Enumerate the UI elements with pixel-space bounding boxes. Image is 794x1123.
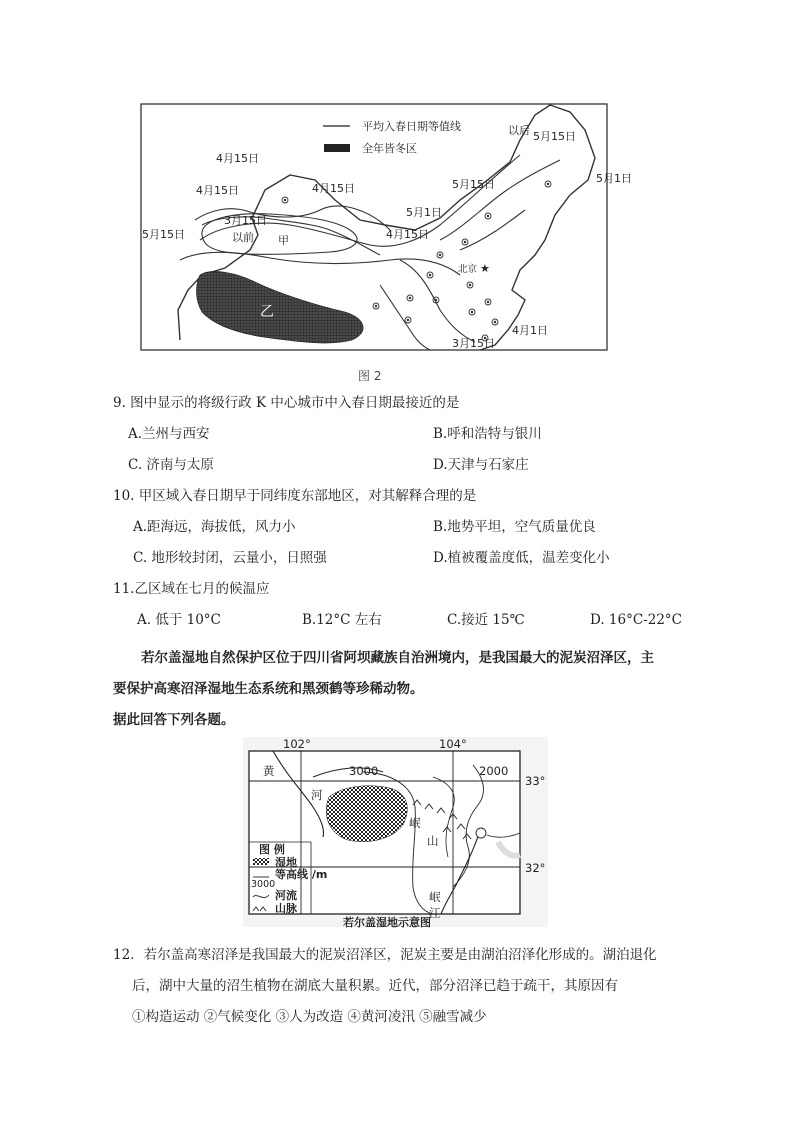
label-huang: 黄 <box>263 764 275 778</box>
label-apr1: 4月1日 <box>512 324 548 337</box>
label-jia: 甲 <box>278 234 289 247</box>
label-min-bottom: 岷 <box>429 890 441 904</box>
label-min-top: 岷 <box>409 816 421 830</box>
label-lon-102: 102° <box>283 737 311 751</box>
passage-line-2: 要保护高寒沼泽湿地生态系统和黑颈鹤等珍稀动物。 <box>113 681 424 697</box>
q11-option-a[interactable]: A. 低于 10°C <box>137 612 221 628</box>
q12-line-1: 12．若尔盖高寒沼泽是我国最大的泥炭沼泽区，泥炭主要是由湖泊沼泽化形成的。湖泊退化 <box>113 947 657 963</box>
passage-line-3: 据此回答下列各题。 <box>113 712 235 728</box>
q9-stem: 9. 图中显示的将级行政 K 中心城市中入春日期最接近的是 <box>113 395 460 411</box>
legend-mountain: 山脉 <box>275 902 297 915</box>
label-apr15-s: 4月15日 <box>386 228 429 241</box>
q10-stem: 10. 甲区域入春日期早于同纬度东部地区，对其解释合理的是 <box>113 488 477 504</box>
q9-option-a[interactable]: A.兰州与西安 <box>128 426 210 442</box>
label-contour-2000: 2000 <box>479 764 509 778</box>
q10-option-d[interactable]: D.植被覆盖度低，温差变化小 <box>433 550 610 566</box>
label-contour-3000: 3000 <box>349 764 379 778</box>
label-lat-33: 33° <box>525 774 546 788</box>
legend-river: 河流 <box>275 889 297 902</box>
label-yihou: 以后 <box>508 124 530 137</box>
label-yiqian: 以前 <box>232 231 254 244</box>
label-he: 河 <box>311 788 323 802</box>
q12-line-3: ①构造运动 ②气候变化 ③人为改造 ④黄河凌汛 ⑤融雪减少 <box>132 1009 487 1025</box>
label-apr15-nw: 4月15日 <box>216 152 259 165</box>
label-lon-104: 104° <box>439 737 467 751</box>
label-apr15-c: 4月15日 <box>312 182 355 195</box>
legend-wetland: 湿地 <box>275 856 297 869</box>
legend-contour-value: 3000 <box>251 879 276 890</box>
legend-zone-label: 全年皆冬区 <box>362 142 417 155</box>
label-yi: 乙 <box>260 304 274 320</box>
legend-line-label: 平均入春日期等值线 <box>362 120 461 133</box>
spring-onset-map <box>140 100 632 355</box>
wetland-map <box>243 737 548 927</box>
legend-zone-symbol <box>324 144 350 152</box>
beijing-star-icon: ★ <box>480 262 490 275</box>
q11-option-c[interactable]: C.接近 15℃ <box>447 612 525 628</box>
label-may15-ne: 5月15日 <box>533 130 576 143</box>
q11-stem: 11.乙区域在七月的候温应 <box>113 581 270 597</box>
figure2-caption: 图 2 <box>358 369 382 383</box>
label-may15-w: 5月15日 <box>142 228 185 241</box>
q11-option-d[interactable]: D. 16°C-22°C <box>590 612 683 628</box>
label-shan: 山 <box>427 834 439 848</box>
wetland-caption: 若尔盖湿地示意图 <box>343 916 431 929</box>
label-may1-ne: 5月1日 <box>596 172 632 185</box>
q10-option-b[interactable]: B.地势平坦，空气质量优良 <box>433 519 596 535</box>
label-mar15-s: 3月15日 <box>452 337 495 350</box>
label-lat-32: 32° <box>525 861 546 875</box>
label-may1-c: 5月1日 <box>406 206 442 219</box>
q11-option-b[interactable]: B.12°C 左右 <box>302 612 382 628</box>
q9-option-d[interactable]: D.天津与石家庄 <box>433 457 529 473</box>
label-beijing: 北京 <box>458 264 478 275</box>
q10-option-a[interactable]: A.距海远，海拔低，风力小 <box>133 519 296 535</box>
legend-wetland-symbol <box>253 858 269 865</box>
q12-line-2: 后，湖中大量的沼生植物在湖底大量积累。近代，部分沼泽已趋于疏干，其原因有 <box>132 978 618 994</box>
passage-line-1: 若尔盖湿地自然保护区位于四川省阿坝藏族自治洲境内，是我国最大的泥炭沼泽区，主 <box>141 650 654 666</box>
q9-option-b[interactable]: B.呼和浩特与银川 <box>433 426 542 442</box>
q10-option-c[interactable]: C. 地形较封闭，云量小，日照强 <box>133 550 327 566</box>
legend-contour: 等高线 /m <box>275 868 328 881</box>
q9-option-c[interactable]: C. 济南与太原 <box>128 457 214 473</box>
legend-title: 图 例 <box>259 843 285 856</box>
label-mar15: 3月15日 <box>224 214 267 227</box>
label-jiang: 江 <box>429 906 441 920</box>
label-may15-n: 5月15日 <box>452 178 495 191</box>
label-apr15-w: 4月15日 <box>196 184 239 197</box>
